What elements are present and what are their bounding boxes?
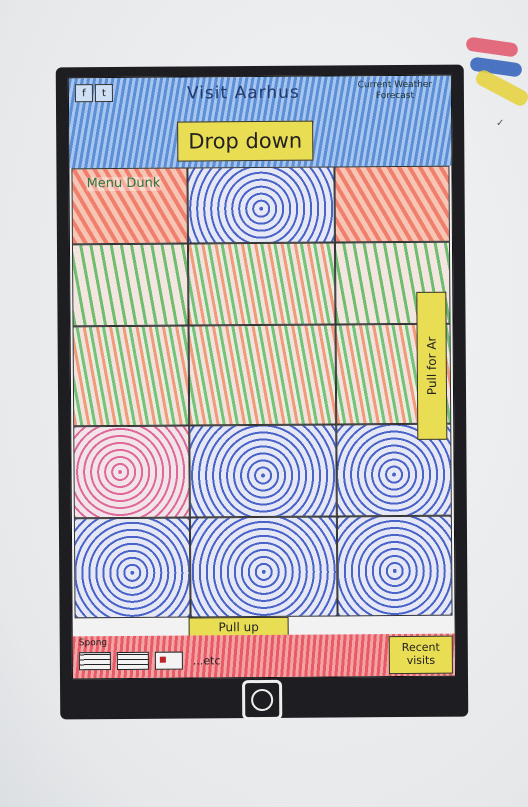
tablet-frame <box>56 65 469 720</box>
bottom-bar <box>73 634 455 679</box>
menu-tile-label: Menu Dunk <box>86 175 161 192</box>
recent-visits-button[interactable]: Recent visits <box>389 636 453 674</box>
menu-tile[interactable] <box>71 168 188 245</box>
pull-for-refresh-handle[interactable] <box>416 292 447 440</box>
social-icons <box>75 84 113 102</box>
grid-tile[interactable] <box>72 244 189 327</box>
app-title: Visit Aarhus <box>186 82 300 104</box>
sponsor-thumbnails <box>79 651 221 670</box>
grid-tile[interactable] <box>189 424 337 517</box>
grid-tile[interactable] <box>73 426 190 519</box>
tile-grid <box>71 166 452 619</box>
grid-tile[interactable] <box>187 166 335 243</box>
pull-refresh-label: Pull for Ar <box>424 336 440 396</box>
pencil-mark-icon: ✓ <box>496 118 505 129</box>
twitter-icon[interactable]: t <box>95 84 113 102</box>
sponsor-thumbnail-selected[interactable] <box>155 652 183 670</box>
grid-tile[interactable] <box>73 326 190 427</box>
sponsor-thumbnail[interactable] <box>79 652 111 670</box>
sponsor-label: Spong <box>78 638 108 649</box>
grid-tile[interactable] <box>337 516 453 617</box>
grid-tile[interactable] <box>74 518 191 619</box>
etc-label: ...etc <box>192 653 221 667</box>
grid-tile[interactable] <box>188 242 336 325</box>
pull-up-handle[interactable]: Pull up <box>189 617 289 638</box>
weather-forecast-link[interactable]: Current Weather Forecast <box>357 79 433 102</box>
grid-tile[interactable] <box>190 516 338 617</box>
dropdown-menu-button[interactable]: Drop down <box>177 121 313 162</box>
grid-tile[interactable] <box>189 324 337 425</box>
app-header <box>69 76 452 169</box>
home-button[interactable] <box>242 680 282 720</box>
sponsor-thumbnail[interactable] <box>117 652 149 670</box>
tablet-screen <box>68 75 456 680</box>
grid-tile[interactable] <box>334 166 450 243</box>
facebook-icon[interactable]: f <box>75 84 93 102</box>
